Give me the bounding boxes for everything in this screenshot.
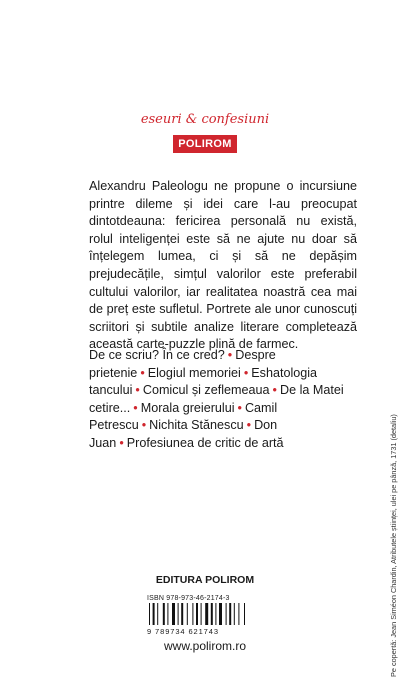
barcode-bar — [215, 603, 216, 625]
barcode-bars — [149, 603, 267, 625]
contents-list — [89, 347, 357, 453]
barcode-bar — [205, 603, 208, 625]
barcode-bar — [181, 603, 183, 625]
barcode-bar — [187, 603, 188, 625]
contents-item: Despre prietenie — [89, 348, 276, 380]
barcode-bar — [163, 603, 165, 625]
contents-item: Morala greierului — [140, 400, 235, 415]
bullet-separator: • — [119, 435, 124, 450]
barcode-digits: 9 789734 621743 — [147, 627, 219, 636]
barcode-bar — [229, 603, 231, 625]
blurb-text: Alexandru Paleologu ne propune o incursiune printre dileme și idei care l-au preocupat dintotdeauna: fericirea personală nu există, rolul inteligenței este să ne ajute nu doar să înțelegem lumea, ci și să ne depășim prejudecățile, simțul valorilor este preferabil cultului valorilor, iar realitatea noastră cea mai de preț este sufletul. Portrete ale unor cunoscuți scriitori și subtile analize literare completează această carte-puzzle plină de farmec. — [89, 179, 357, 352]
contents-item: Don Juan — [89, 418, 278, 450]
barcode-bar — [157, 603, 158, 625]
contents-item: De la Matei cetire... — [89, 383, 344, 415]
contents-item: Nichita Stănescu — [149, 418, 244, 433]
bullet-separator: • — [246, 418, 252, 433]
barcode-bar — [192, 603, 193, 625]
barcode — [147, 595, 271, 635]
barcode-bar — [172, 603, 175, 625]
bullet-separator: • — [133, 400, 138, 415]
contents-item: Eshatologia tancului — [89, 365, 318, 398]
bullet-separator: • — [237, 400, 242, 415]
website: www.polirom.ro — [163, 639, 247, 653]
barcode-bar — [153, 603, 155, 625]
barcode-bar — [226, 603, 227, 625]
series-title: eseuri & confesiuni — [140, 112, 270, 127]
barcode-bar — [178, 603, 179, 625]
barcode-bar — [219, 603, 222, 625]
barcode-bar — [149, 603, 150, 625]
contents-item: Profesiunea de critic de artă — [126, 435, 284, 450]
bullet-separator: • — [272, 383, 277, 398]
barcode-bar — [244, 603, 245, 625]
publisher-name: EDITURA POLIROM — [155, 574, 255, 586]
barcode-bar — [234, 603, 235, 625]
barcode-bar — [196, 603, 198, 625]
barcode-bar — [167, 603, 168, 625]
contents-item: Camil Petrescu — [89, 400, 278, 433]
contents-item: Elogiul memoriei — [147, 365, 241, 380]
barcode-bar — [211, 603, 213, 625]
bullet-separator: • — [141, 418, 147, 433]
bullet-separator: • — [135, 383, 140, 398]
contents-item: Comicul și zeflemeaua — [142, 383, 270, 398]
publisher-logo: POLIROM — [173, 135, 237, 153]
bullet-separator: • — [227, 348, 233, 362]
isbn-text: ISBN 978-973-46-2174-3 — [147, 595, 230, 602]
cover-credit: Pe copertă: Jean Siméon Chardin, Atributele științei, ulei pe pânză, 1731 (detaliu) — [389, 414, 398, 677]
barcode-bar — [238, 603, 239, 625]
contents-item: De ce scriu? În ce cred? — [89, 348, 225, 362]
bullet-separator: • — [243, 365, 249, 380]
barcode-bar — [201, 603, 202, 625]
bullet-separator: • — [140, 365, 145, 380]
